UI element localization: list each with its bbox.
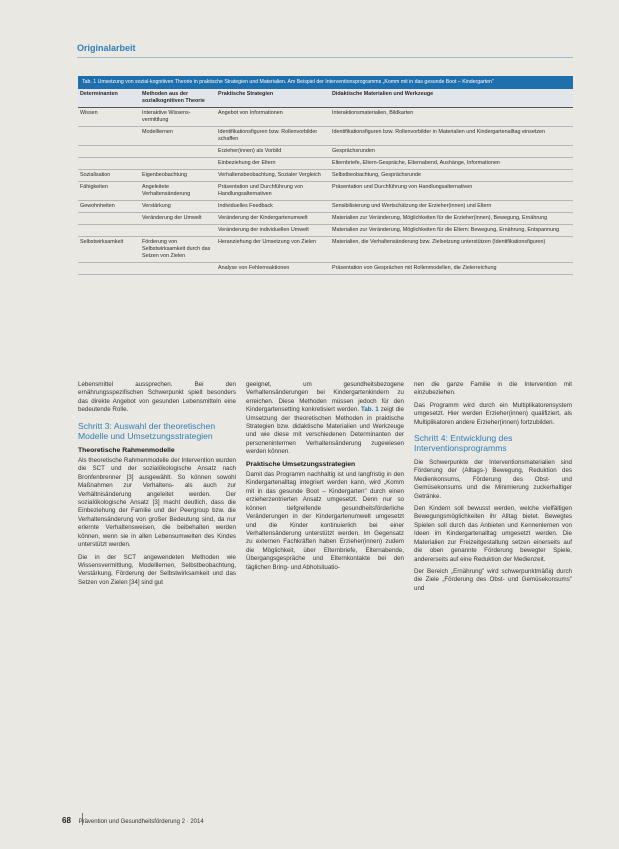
table-cell: Angeleitete Verhaltensänderung bbox=[140, 182, 216, 201]
table-cell bbox=[140, 263, 216, 275]
table-caption: Tab. 1 Umsetzung von sozial-kognitiven Theorie in praktische Strategien und Materialien. Am Beispiel der Interventionsprogramms „Komm mit in das gesunde Boot – Kindergarten" bbox=[78, 76, 573, 89]
table-cell: Veränderung der Kindergartenumwelt bbox=[216, 213, 330, 225]
table-cell: Interaktionsmaterialien, Bildkarten bbox=[330, 108, 573, 127]
table-cell: Modelllernen bbox=[140, 127, 216, 146]
paragraph-text: geeignet, um gesundheitsbezogene Verhaltensänderungen bei Kindergartenkindern zu erreichen. Diese Methoden müssen jedoch für den Kindergartensetting konkretisiert werden. bbox=[246, 381, 404, 414]
table-cell: Sozialisation bbox=[78, 170, 140, 182]
table-cell: Präsentation und Durchführung von Handlungsalternativen bbox=[330, 182, 573, 201]
article-column-2 bbox=[246, 381, 404, 576]
paragraph: nen die ganze Familie in die Intervention mit einzubeziehen. bbox=[414, 381, 572, 397]
paragraph: Der Bereich „Ernährung" wird schwerpunktmäßig durch die Ziele „Förderung des Obst- und Gemüsekonsums" und bbox=[414, 567, 572, 592]
table-row bbox=[78, 158, 573, 170]
table-cell bbox=[78, 146, 140, 158]
table-cell: Heranziehung der Umsetzung von Zielen bbox=[216, 237, 330, 263]
table-row bbox=[78, 201, 573, 213]
table-cell: Gewohnheiten bbox=[78, 201, 140, 213]
table-cell bbox=[140, 158, 216, 170]
table-cell: Elternbriefe, Eltern-Gespräche, Elternabend, Aushänge, Informationen bbox=[330, 158, 573, 170]
table-cell: Förderung von Selbstwirksamkeit durch das Setzen von Zielen bbox=[140, 237, 216, 263]
table-row bbox=[78, 108, 573, 127]
table-row bbox=[78, 127, 573, 146]
table-reference-link[interactable]: Tab. 1 bbox=[361, 406, 379, 414]
table-cell: Fähigkeiten bbox=[78, 182, 140, 201]
table-cell: Analyse von Fehlerreaktionen bbox=[216, 263, 330, 275]
table-body bbox=[78, 108, 573, 275]
table-cell: Materialien zur Veränderung, Möglichkeiten für die Eltern: Bewegung, Ernährung, Entspannung bbox=[330, 225, 573, 237]
paragraph: Die in der SCT angewendeten Methoden wie Wissensvermittlung, Modelllernen, Selbstbeobachtung, Verstärkung, Förderung der Selbstwirksamkeit und das Setzen von Zielen [34] sind gut bbox=[78, 553, 236, 586]
table-cell bbox=[78, 263, 140, 275]
table-cell: Verstärkung bbox=[140, 201, 216, 213]
table-cell: Individuelles Feedback bbox=[216, 201, 330, 213]
table-cell bbox=[140, 225, 216, 237]
paragraph: Lebensmittel aussprechen. Bei den ernährungsspezifischen Schwerpunkt spielt besonders das direkte Angebot von gesunden Lebensmitteln eine bedeutende Rolle. bbox=[78, 381, 236, 414]
table-cell: Identifikationsfiguren bzw. Rollenvorbilder in Materialien und Kindergartenalltag einsetzen bbox=[330, 127, 573, 146]
table-cell: Erzieher(innen) als Vorbild bbox=[216, 146, 330, 158]
page-footer bbox=[62, 816, 204, 825]
table-cell bbox=[140, 146, 216, 158]
table-row bbox=[78, 225, 573, 237]
paragraph: Als theoretische Rahmenmodelle der Intervention wurden die SCT und der sozialökologische Ansatz nach Bronfenbrenner [3] ausgewählt. So können sowohl Maßnahmen zur Verhaltens- als auch zur Verhältnisänderung angeleitet werden. Der sozialökologische Ansatz [3] macht deutlich, dass die Einbeziehung der Familie und der Peergroup bzw. die Verhaltensänderung von großer Bedeutung sind, da nur erlernte Verhaltensweisen, die beibehalten werden können, wenn sie in allen Lebensumwelten des Kindes unterstützt werden. bbox=[78, 457, 236, 549]
table-cell: Identifikationsfiguren bzw. Rollenvorbilder schaffen bbox=[216, 127, 330, 146]
table-cell: Präsentation von Gesprächen mit Rollenmodellen, die Zielerreichung bbox=[330, 263, 573, 275]
table-row bbox=[78, 182, 573, 201]
paragraph: Die Schwerpunkte der Interventionsmaterialien sind Förderung der (Alltags-) Bewegung, Reduktion des Medienkonsums, Förderung des Obst- und Gemüsekonsums und die Minimierung zuckerhaltiger Getränke. bbox=[414, 459, 572, 500]
journal-name: Prävention und Gesundheitsförderung 2 · 2014 bbox=[78, 819, 204, 825]
table-cell: Selbstwirksamkeit bbox=[78, 237, 140, 263]
table-cell: Angebot von Informationen bbox=[216, 108, 330, 127]
table-1 bbox=[78, 76, 573, 275]
section-tag: Originalarbeit bbox=[77, 43, 136, 53]
table-cell: Interaktive Wissens-vermittlung bbox=[140, 108, 216, 127]
table-cell bbox=[78, 158, 140, 170]
section-heading-step-3: Schritt 3: Auswahl der theoretischen Modelle und Umsetzungsstrategien bbox=[78, 420, 216, 441]
table-cell bbox=[78, 213, 140, 225]
header-materialien: Didaktische Materialien und Werkzeuge bbox=[330, 89, 573, 108]
table-cell: Materialien, die Verhaltensänderung bzw. Zielsetzung unterstützen (Identifikationsfiguren) bbox=[330, 237, 573, 263]
table-cell: Verhaltensbeobachtung, Sozialer Vergleich bbox=[216, 170, 330, 182]
paragraph: Den Kindern soll bewusst werden, welche vielfältigen Bewegungsmöglichkeiten ihr Alltag bietet. Bewegtes Spielen soll durch das Anbieten und Kennenlernen von Ideen im Kindergartenalltag umgesetzt werden. Die Materialien zur Freizeitgestaltung setzen einerseits auf die oben genannte Förderung bewegter Spiele, andererseits auf eine Reduktion der Medienzeit. bbox=[414, 505, 572, 563]
table-row bbox=[78, 146, 573, 158]
header-divider bbox=[77, 57, 573, 58]
article-column-1 bbox=[78, 381, 236, 591]
strategy-table bbox=[78, 89, 573, 275]
subheading-rahmenmodelle: Theoretische Rahmenmodelle bbox=[78, 446, 175, 454]
paragraph bbox=[246, 381, 404, 457]
article-column-3 bbox=[414, 381, 572, 597]
header-strategien: Praktische Strategien bbox=[216, 89, 330, 108]
table-cell: Selbstbeobachtung, Gesprächsrunde bbox=[330, 170, 573, 182]
paragraph: Damit das Programm nachhaltig ist und langfristig in den Kindergartenalltag integriert werden kann, wird „Komm mit in das gesunde Boot – Kindergarten" durch einen erzieherzentrierten Ansatz umgesetzt. Denn nur so können tiefgreifende gesundheitsförderliche Veränderungen in der Kindergartenumwelt umgesetzt und die Kinder kontinuierlich bei einer Verhaltensänderung unterstützt werden. Im Gegensatz zu externen Fachkräften haben Erzieher(innen) zudem die Möglichkeit, über Elternbriefe, Elternabende, Übergangsgespräche und Elternkontakte bei den täglichen Bring- und Abholsituatio- bbox=[246, 471, 404, 571]
table-cell: Materialien zur Veränderung, Möglichkeiten für die Erzieher(innen), Bewegung, Ernährung bbox=[330, 213, 573, 225]
table-cell: Wissen bbox=[78, 108, 140, 127]
table-row bbox=[78, 263, 573, 275]
table-cell bbox=[78, 225, 140, 237]
page-number: 68 bbox=[62, 816, 71, 825]
table-cell: Eigenbeobachtung bbox=[140, 170, 216, 182]
table-cell bbox=[78, 127, 140, 146]
subheading-umsetzung: Praktische Umsetzungsstrategien bbox=[246, 460, 356, 468]
table-cell: Veränderung der Umwelt bbox=[140, 213, 216, 225]
article-body bbox=[78, 381, 573, 741]
table-cell: Veränderung der individuellen Umwelt bbox=[216, 225, 330, 237]
header-determinanten: Determinanten bbox=[78, 89, 140, 108]
table-cell: Gesprächsrunden bbox=[330, 146, 573, 158]
table-cell: Sensibilisierung und Wertschätzung der Erzieher(innen) und Eltern bbox=[330, 201, 573, 213]
section-heading-step-4: Schritt 4: Entwicklung des Interventionsprogramms bbox=[414, 433, 513, 454]
table-cell: Präsentation und Durchführung von Handlungsalternativen bbox=[216, 182, 330, 201]
table-row bbox=[78, 237, 573, 263]
table-cell: Einbeziehung der Eltern bbox=[216, 158, 330, 170]
paragraph: Das Programm wird durch ein Multiplikatorensystem umgesetzt. Hier werden Erzieher(innen) qualifiziert, als Multiplikatoren andere Erzieher(innen) fortzubilden. bbox=[414, 401, 572, 426]
table-row bbox=[78, 213, 573, 225]
paragraph-text: zeigt die Umsetzung der theoretischen Methoden in praktische Strategien bzw. didaktische Materialien und Werkzeuge und wie diese mit verschiedenen Determinanten der personenintermen Verhaltensänderung zugewiesen werden können. bbox=[246, 406, 404, 456]
header-methoden: Methoden aus der sozialkognitiven Theorie bbox=[140, 89, 216, 108]
table-row bbox=[78, 170, 573, 182]
table-header-row bbox=[78, 89, 573, 108]
